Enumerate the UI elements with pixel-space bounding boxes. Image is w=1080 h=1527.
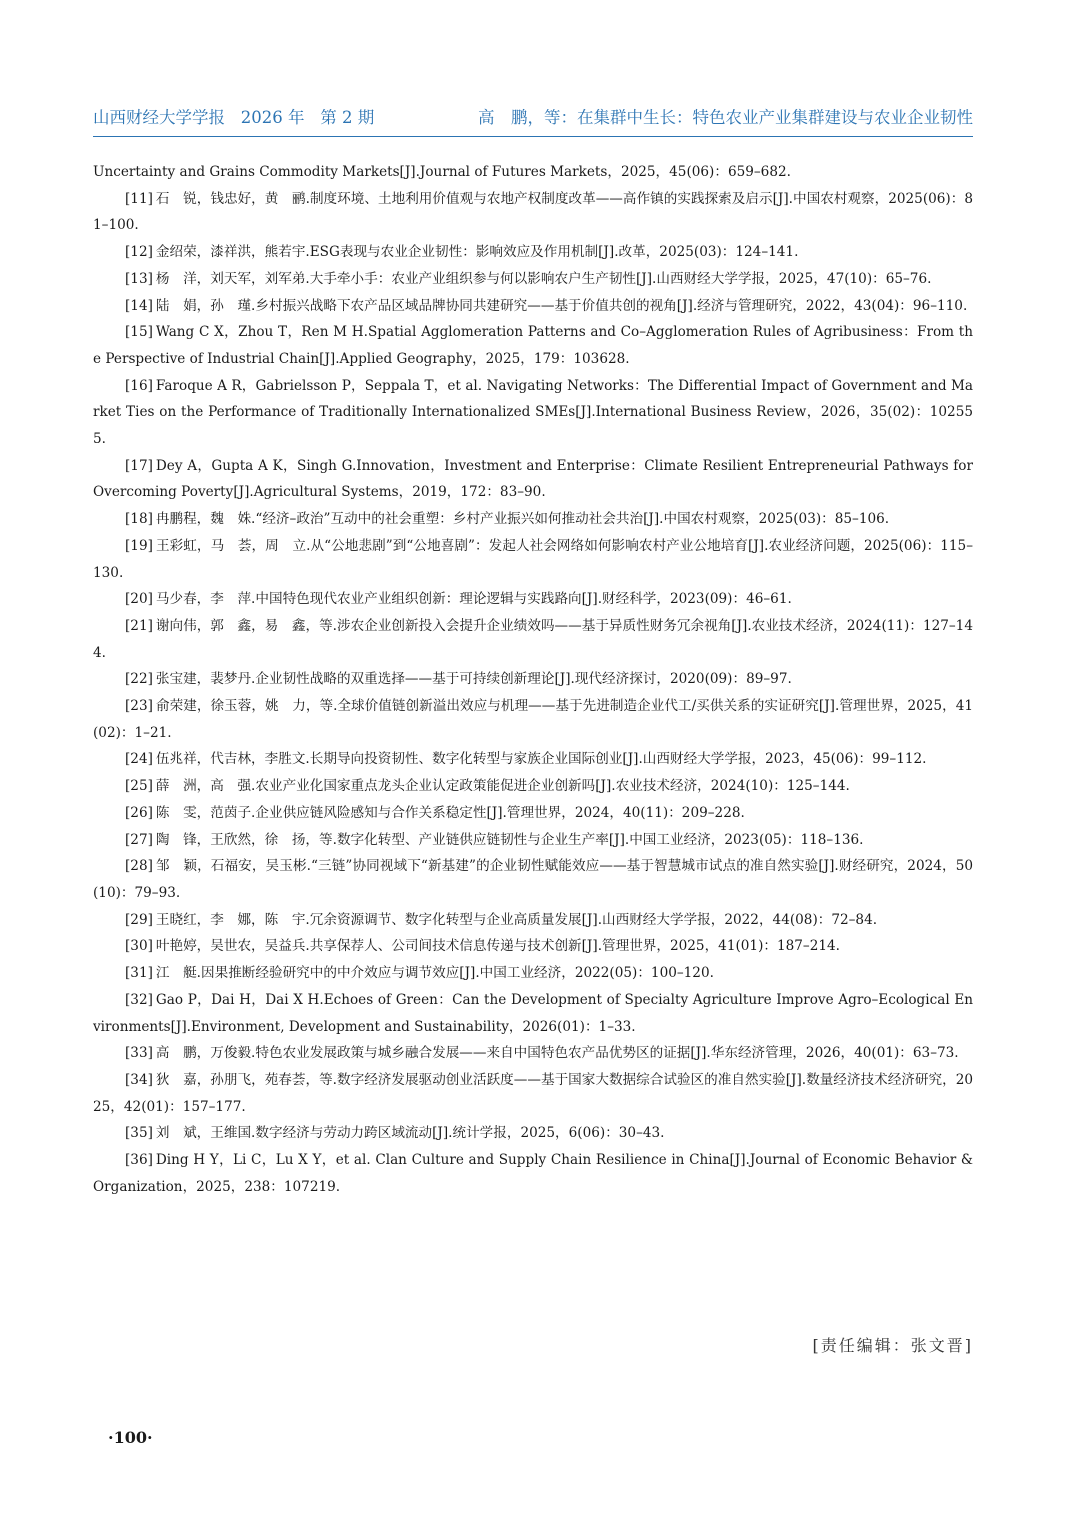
reference-text: Faroque A R，Gabrielsson P，Seppala T，et al. Navigating Networks：The Differential Impact of Government and Market Ties on the Performance of Traditionally Internationalized SMEs[J].International Business Review，2026，35(02)：102555. [93,377,973,448]
reference-number: [21] [125,617,153,634]
reference-item [93,827,973,854]
reference-item [93,987,973,1040]
reference-number: [11] [125,190,153,207]
reference-number: [12] [125,244,153,261]
reference-item [93,266,973,293]
reference-text: 谢向伟，郭 鑫，易 鑫，等.涉农企业创新投入会提升企业绩效吗——基于异质性财务冗余视角[J].农业技术经济，2024(11)：127–144. [93,617,973,661]
reference-item [93,239,973,266]
reference-text: 伍兆祥，代吉林，李胜文.长期导向投资韧性、数字化转型与家族企业国际创业[J].山西财经大学学报，2023，45(06)：99–112. [155,751,927,768]
journal-year: 2026 年 [240,108,305,127]
reference-item [93,186,973,239]
reference-number: [31] [125,965,153,982]
reference-number: [15] [125,324,153,341]
reference-item [93,746,973,773]
reference-item [93,319,973,372]
reference-number: [32] [125,991,153,1008]
reference-number: [24] [125,751,153,768]
reference-item [93,960,973,987]
reference-item [93,1067,973,1120]
reference-text: 冉鹏程，魏 姝.“经济–政治”互动中的社会重塑：乡村产业振兴如何推动社会共治[J].中国农村观察，2025(03)：85–106. [155,511,890,528]
article-title: 高 鹏，等：在集群中生长：特色农业产业集群建设与农业企业韧性 [478,108,973,127]
reference-number: [34] [125,1071,153,1088]
reference-number: [36] [125,1152,153,1169]
reference-item [93,666,973,693]
reference-item [93,1120,973,1147]
reference-number: [25] [125,778,153,795]
reference-item [93,506,973,533]
reference-text: 石 锐，钱忠好，黄 鹂.制度环境、土地利用价值观与农地产权制度改革——高作镇的实践探索及启示[J].中国农村观察，2025(06)：81–100. [93,190,973,234]
reference-text: Dey A，Gupta A K，Singh G.Innovation，Investment and Enterprise：Climate Resilient Entrepreneurial Pathways for Overcoming Poverty[J].Agricultural Systems，2019，172：83–90. [93,457,973,501]
running-header [93,104,973,134]
reference-item [93,613,973,666]
reference-text: 江 艇.因果推断经验研究中的中介效应与调节效应[J].中国工业经济，2022(05)：100–120. [155,965,714,982]
reference-item [93,159,973,186]
reference-number: [28] [125,858,153,875]
reference-item [93,453,973,506]
reference-item [93,533,973,586]
reference-text: 刘 斌，王维国.数字经济与劳动力跨区域流动[J].统计学报，2025，6(06)：30–43. [155,1125,665,1142]
reference-text: 王晓红，李 娜，陈 宇.冗余资源调节、数字化转型与企业高质量发展[J].山西财经大学学报，2022，44(08)：72–84. [155,911,878,928]
reference-text: 高 鹏，万俊毅.特色农业发展政策与城乡融合发展——来自中国特色农产品优势区的证据[J].华东经济管理，2026，40(01)：63–73. [155,1045,959,1062]
reference-item [93,773,973,800]
reference-number: [26] [125,804,153,821]
reference-item [93,853,973,906]
reference-list [93,159,973,1200]
reference-text: Uncertainty and Grains Commodity Markets[J].Journal of Futures Markets，2025，45(06)：659–682. [93,164,791,180]
reference-number: [13] [125,270,153,287]
reference-text: 陶 锋，王欣然，徐 扬，等.数字化转型、产业链供应链韧性与企业生产率[J].中国工业经济，2023(05)：118–136. [155,831,864,848]
reference-text: 陆 娟，孙 瑾.乡村振兴战略下农产品区域品牌协同共建研究——基于价值共创的视角[J].经济与管理研究，2022，43(04)：96–110. [155,297,968,314]
reference-number: [30] [125,938,153,955]
reference-number: [27] [125,831,153,848]
reference-item [93,693,973,746]
reference-number: [18] [125,511,153,528]
reference-item [93,933,973,960]
journal-issue: 第 2 期 [320,108,375,127]
journal-info [93,104,374,132]
reference-number: [20] [125,591,153,608]
reference-number: [33] [125,1045,153,1062]
reference-text: Gao P，Dai H，Dai X H.Echoes of Green：Can the Development of Specialty Agriculture Improve Agro–Ecological Environments[J].Environment, Development and Sustainability，2026(01)：1–33. [93,991,973,1035]
reference-text: 陈 雯，范茵子.企业供应链风险感知与合作关系稳定性[J].管理世界，2024，40(11)：209–228. [155,804,745,821]
reference-item [93,1040,973,1067]
reference-item [93,586,973,613]
reference-item [93,373,973,453]
reference-item [93,800,973,827]
reference-number: [22] [125,671,153,688]
reference-number: [29] [125,911,153,928]
reference-number: [35] [125,1125,153,1142]
reference-text: 张宝建，裴梦丹.企业韧性战略的双重选择——基于可持续创新理论[J].现代经济探讨，2020(09)：89–97. [155,671,792,688]
reference-number: [23] [125,698,153,715]
reference-text: 薛 洲，高 强.农业产业化国家重点龙头企业认定政策能促进企业创新吗[J].农业技术经济，2024(10)：125–144. [155,778,850,795]
reference-text: Wang C X，Zhou T，Ren M H.Spatial Agglomeration Patterns and Co–Agglomeration Rules of Agribusiness：From the Perspective of Industrial Chain[J].Applied Geography，2025，179：103628. [93,324,973,367]
reference-item [93,293,973,320]
reference-text: 马少春，李 萍.中国特色现代农业产业组织创新：理论逻辑与实践路向[J].财经科学，2023(09)：46–61. [155,591,792,608]
page-number: ·100· [108,1428,153,1447]
journal-title: 山西财经大学学报 [93,108,225,127]
reference-text: 杨 洋，刘天军，刘军弟.大手牵小手：农业产业组织参与何以影响农户生产韧性[J].山西财经大学学报，2025，47(10)：65–76. [155,270,932,287]
reference-number: [19] [125,537,153,554]
reference-number: [14] [125,297,153,314]
reference-text: 狄 嘉，孙朋飞，苑春荟，等.数字经济发展驱动创业活跃度——基于国家大数据综合试验区的准自然实验[J].数量经济技术经济研究，2025，42(01)：157–177. [93,1071,973,1115]
reference-number: [17] [125,457,153,474]
reference-text: Ding H Y，Li C，Lu X Y，et al. Clan Culture and Supply Chain Resilience in China[J].Journal of Economic Behavior & Organization，2025，238：107219. [93,1152,973,1195]
reference-number: [16] [125,377,153,394]
reference-text: 邹 颖，石福安，吴玉彬.“三链”协同视域下“新基建”的企业韧性赋能效应——基于智慧城市试点的准自然实验[J].财经研究，2024，50(10)：79–93. [93,858,973,901]
reference-text: 王彩虹，马 荟，周 立.从“公地悲剧”到“公地喜剧”：发起人社会网络如何影响农村产业公地培育[J].农业经济问题，2025(06)：115–130. [93,537,973,581]
reference-item [93,907,973,934]
reference-text: 叶艳婷，吴世农，吴益兵.共享保荐人、公司间技术信息传递与技术创新[J].管理世界，2025，41(01)：187–214. [155,938,840,955]
reference-text: 金绍荣，漆祥洪，熊若宇.ESG表现与农业企业韧性：影响效应及作用机制[J].改革，2025(03)：124–141. [155,244,799,261]
reference-text: 俞荣建，徐玉蓉，姚 力，等.全球价值链创新溢出效应与机理——基于先进制造企业代工/买供关系的实证研究[J].管理世界，2025，41(02)：1–21. [93,698,973,741]
responsible-editor: [责任编辑：张文晋] [812,1336,973,1355]
reference-item [93,1147,973,1200]
header-divider [93,136,973,137]
